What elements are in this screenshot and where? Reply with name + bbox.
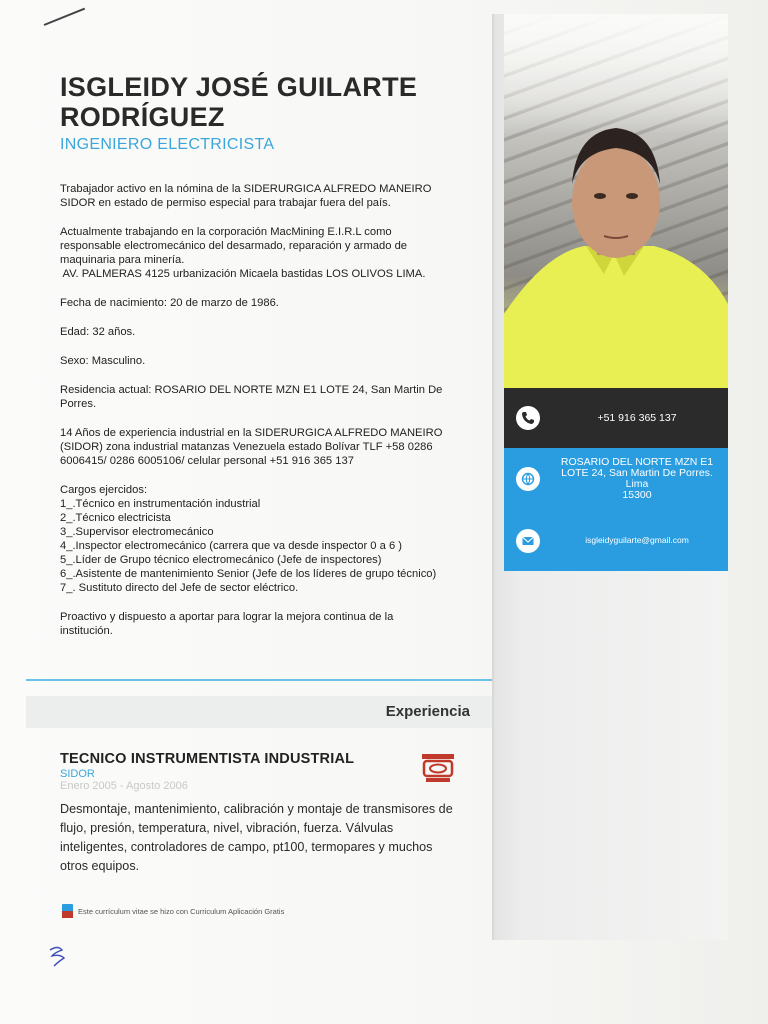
summary-experience — [60, 426, 480, 468]
job-title: TECNICO INSTRUMENTISTA INDUSTRIAL — [60, 751, 355, 767]
address-line: ROSARIO DEL NORTE MZN E1 — [560, 456, 714, 468]
summary-sex: Sexo: Masculino. — [60, 355, 146, 367]
summary-age: Edad: 32 años. — [60, 326, 136, 338]
summary-line: maquinaria para minería. — [60, 254, 185, 266]
contact-email[interactable]: isgleidyguilarte@gmail.com — [585, 535, 689, 545]
profile-summary — [60, 182, 480, 653]
address-line: 15300 — [622, 489, 652, 501]
address-line: Lima — [625, 478, 649, 490]
candidate-profession: INGENIERO ELECTRICISTA — [60, 136, 275, 153]
summary-birthdate: Fecha de nacimiento: 20 de marzo de 1986. — [60, 297, 279, 309]
experience-item — [60, 751, 480, 876]
contact-phone-row — [504, 388, 728, 448]
summary-paragraph-current-job — [60, 225, 480, 281]
experience-section-title: Experiencia — [385, 703, 470, 720]
handwritten-mark — [46, 944, 76, 968]
contact-phone: +51 916 365 137 — [597, 411, 677, 424]
experience-section-header — [26, 696, 504, 728]
envelope-icon — [516, 529, 540, 553]
app-logo-icon — [62, 904, 73, 918]
summary-positions — [60, 483, 480, 595]
position-item: 2_.Técnico electricista — [60, 512, 171, 524]
candidate-name — [60, 72, 490, 132]
contact-email-row — [504, 510, 728, 571]
positions-heading: Cargos ejercidos: — [60, 484, 148, 496]
resume-header — [60, 72, 490, 154]
position-item: 3_.Supervisor electromecánico — [60, 526, 214, 538]
job-company: SIDOR — [60, 768, 95, 780]
position-item: 5_.Líder de Grupo técnico electromecánico (Jefe de inspectores) — [60, 554, 382, 566]
candidate-name-line2: RODRÍGUEZ — [60, 102, 225, 132]
footer-note — [62, 904, 284, 918]
summary-line: Residencia actual: ROSARIO DEL NORTE MZN E1 LOTE 24, San Martin De — [60, 384, 443, 396]
summary-line: SIDOR en estado de permiso especial para trabajar fuera del país. — [60, 197, 391, 209]
position-item: 6_.Asistente de mantenimiento Senior (Jefe de los líderes de grupo técnico) — [60, 568, 437, 580]
job-dates: Enero 2005 - Agosto 2006 — [60, 780, 188, 792]
summary-line: Actualmente trabajando en la corporación MacMining E.I.R.L como — [60, 226, 392, 238]
job-description: Desmontaje, mantenimiento, calibración y montaje de transmisores de flujo, presión, temperatura, nivel, vibración, fuerza. Válvulas inteligentes, controladores de campo, pt100, termopares y muchos otros equipos. — [60, 802, 453, 873]
summary-line: responsable electromecánico del desarmado, reparación y armado de — [60, 240, 408, 252]
phone-icon — [516, 406, 540, 430]
section-divider — [26, 679, 504, 681]
summary-line: Porres. — [60, 398, 97, 410]
address-line: LOTE 24, San Martin De Porres. — [561, 467, 713, 479]
person-silhouette — [504, 14, 728, 388]
contact-address — [548, 457, 726, 501]
summary-closing — [60, 610, 480, 638]
position-item: 4_.Inspector electromecánico (carrera que va desde inspector 0 a 6 ) — [60, 540, 403, 552]
summary-line: 6006415/ 0286 6005106/ celular personal +51 916 365 137 — [60, 455, 354, 467]
summary-line: (SIDOR) zona industrial matanzas Venezuela estado Bolívar TLF +58 0286 — [60, 441, 433, 453]
candidate-name-line1: ISGLEIDY JOSÉ GUILARTE — [60, 72, 418, 102]
position-item: 7_. Sustituto directo del Jefe de sector eléctrico. — [60, 582, 299, 594]
summary-line: institución. — [60, 625, 113, 637]
summary-line: AV. PALMERAS 4125 urbanización Micaela bastidas LOS OLIVOS LIMA. — [60, 268, 426, 280]
position-item: 1_.Técnico en instrumentación industrial — [60, 498, 261, 510]
profile-photo — [504, 14, 728, 388]
summary-residence — [60, 383, 480, 411]
summary-paragraph-employment — [60, 182, 480, 210]
globe-icon — [516, 467, 540, 491]
summary-line: 14 Años de experiencia industrial en la SIDERURGICA ALFREDO MANEIRO — [60, 427, 443, 439]
summary-line: Proactivo y dispuesto a aportar para lograr la mejora continua de la — [60, 611, 394, 623]
footer-text: Este currículum vitae se hizo con Curriculum Aplicación Gratis — [78, 906, 285, 916]
summary-line: Trabajador activo en la nómina de la SIDERURGICA ALFREDO MANEIRO — [60, 183, 432, 195]
sidor-logo-icon — [420, 754, 456, 784]
contact-address-row — [504, 448, 728, 510]
